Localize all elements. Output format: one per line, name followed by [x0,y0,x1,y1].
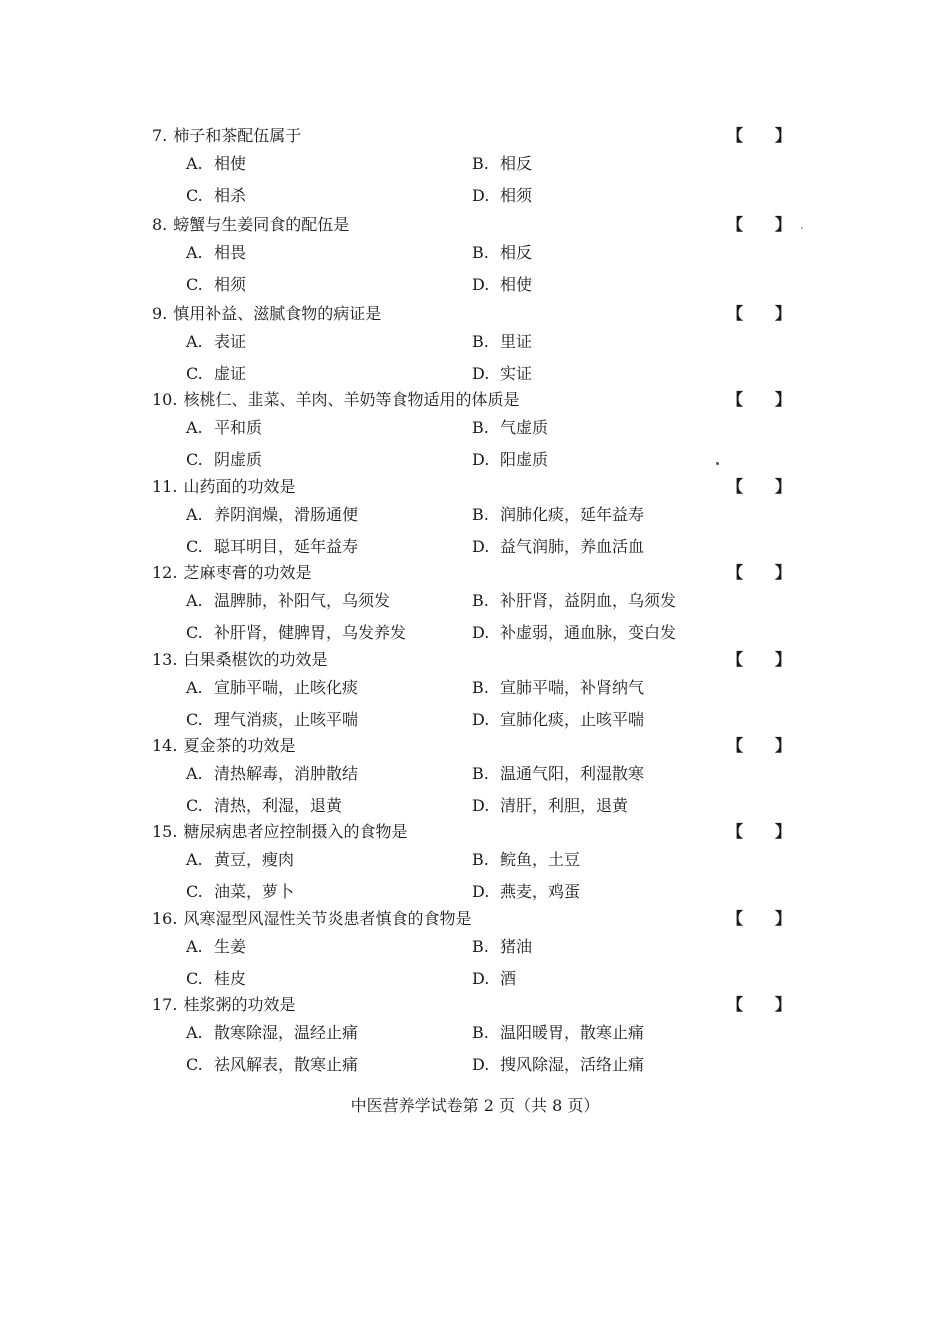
question-stem [152,213,349,237]
option-text: 相畏 [214,243,247,262]
option-text: 酒 [500,969,517,988]
answer-bracket[interactable] [727,648,791,672]
option-letter: B. [472,591,489,610]
option-text: 温阳暖胃，散寒止痛 [500,1023,645,1042]
option-d [472,621,676,645]
option-text: 聪耳明目，延年益寿 [214,537,359,556]
option-d [472,1053,644,1077]
option-text: 相反 [500,243,533,262]
option-c [186,362,246,386]
bracket-open: 【 [727,126,744,145]
bracket-close: 】 [775,909,792,928]
option-text: 平和质 [214,418,263,437]
question-number: 11. [152,477,178,496]
question-stem [152,561,311,585]
option-text: 清热解毒，消肿散结 [214,764,359,783]
question-text: 核桃仁、韭菜、羊肉、羊奶等食物适用的体质是 [183,390,520,409]
option-letter: B. [472,243,489,262]
question-stem [152,475,295,499]
question-number: 7. [152,126,168,145]
question-text: 慎用补益、滋腻食物的病证是 [173,304,382,323]
option-letter: A. [186,591,203,610]
option-c [186,448,262,472]
option-letter: C. [186,450,203,469]
option-text: 益气润肺，养血活血 [500,537,645,556]
question-number: 13. [152,650,178,669]
option-letter: D. [472,710,490,729]
question-text: 糖尿病患者应控制摄入的食物是 [183,822,408,841]
option-letter: C. [186,275,203,294]
option-text: 阳虚质 [500,450,549,469]
option-letter: A. [186,1023,203,1042]
question-number: 9. [152,304,168,323]
bracket-open: 【 [727,304,744,323]
question-8 [152,213,792,299]
question-9 [152,302,792,388]
answer-bracket[interactable] [727,820,791,844]
bracket-close: 】 [775,126,792,145]
option-text: 黄豆，瘦肉 [214,850,295,869]
question-7 [152,124,792,210]
option-letter: D. [472,623,490,642]
option-letter: C. [186,796,203,815]
option-letter: C. [186,623,203,642]
answer-bracket[interactable] [727,907,791,931]
answer-bracket[interactable] [727,561,791,585]
question-10 [152,388,792,474]
question-12 [152,561,792,647]
question-text: 夏金茶的功效是 [183,736,296,755]
question-text: 桂浆粥的功效是 [183,995,296,1014]
option-a [186,762,358,786]
option-a [186,676,358,700]
option-text: 补虚弱，通血脉，变白发 [500,623,677,642]
scan-speck [801,227,803,229]
option-a [186,152,246,176]
answer-bracket[interactable] [727,993,791,1017]
option-text: 祛风解表，散寒止痛 [214,1055,359,1074]
option-letter: A. [186,937,203,956]
option-letter: A. [186,418,203,437]
question-stem [152,648,327,672]
option-letter: C. [186,710,203,729]
option-text: 虚证 [214,364,247,383]
option-c [186,708,358,732]
option-c [186,621,406,645]
option-b [472,848,580,872]
option-text: 清肝，利胆，退黄 [500,796,629,815]
option-text: 相须 [214,275,247,294]
option-text: 表证 [214,332,247,351]
option-letter: B. [472,937,489,956]
option-letter: C. [186,1055,203,1074]
question-number: 16. [152,909,178,928]
option-letter: A. [186,678,203,697]
question-number: 12. [152,563,178,582]
option-text: 相须 [500,186,533,205]
option-text: 散寒除湿，温经止痛 [214,1023,359,1042]
bracket-open: 【 [727,909,744,928]
answer-bracket[interactable] [727,734,791,758]
option-a [186,241,246,265]
option-text: 补肝肾，益阴血，乌须发 [500,591,677,610]
option-a [186,416,262,440]
option-text: 润肺化痰，延年益寿 [500,505,645,524]
option-letter: B. [472,154,489,173]
option-letter: B. [472,1023,489,1042]
option-text: 宣肺平喘，止咳化痰 [214,678,359,697]
question-stem [152,734,295,758]
option-d [472,273,532,297]
option-text: 相使 [214,154,247,173]
option-letter: D. [472,882,490,901]
bracket-close: 】 [775,822,792,841]
option-c [186,794,342,818]
answer-bracket[interactable] [727,475,791,499]
option-b [472,935,532,959]
question-15 [152,820,792,906]
option-text: 相使 [500,275,533,294]
question-text: 螃蟹与生姜同食的配伍是 [173,215,350,234]
option-text: 油菜，萝卜 [214,882,295,901]
bracket-close: 】 [775,304,792,323]
option-text: 气虚质 [500,418,549,437]
option-letter: C. [186,882,203,901]
page-footer: 中医营养学试卷第 2 页（共 8 页） [350,1096,600,1115]
option-a [186,935,246,959]
bracket-close: 】 [775,736,792,755]
bracket-open: 【 [727,736,744,755]
option-text: 温通气阳，利湿散寒 [500,764,645,783]
option-d [472,967,516,991]
option-letter: D. [472,537,490,556]
option-letter: D. [472,186,490,205]
option-letter: B. [472,505,489,524]
answer-bracket[interactable] [727,124,791,148]
option-a [186,589,390,613]
option-letter: C. [186,537,203,556]
option-d [472,448,548,472]
question-stem [152,388,519,412]
option-text: 猪油 [500,937,533,956]
option-letter: B. [472,332,489,351]
option-c [186,273,246,297]
option-c [186,1053,358,1077]
option-c [186,535,358,559]
option-text: 相杀 [214,186,247,205]
question-14 [152,734,792,820]
option-c [186,880,294,904]
question-text: 山药面的功效是 [183,477,296,496]
option-b [472,503,644,527]
option-text: 搜风除湿，活络止痛 [500,1055,645,1074]
question-stem [152,302,381,326]
option-c [186,967,246,991]
bracket-open: 【 [727,215,744,234]
option-d [472,535,644,559]
option-text: 补肝肾，健脾胃，乌发养发 [214,623,407,642]
option-letter: D. [472,796,490,815]
bracket-close: 】 [775,650,792,669]
option-letter: A. [186,505,203,524]
option-text: 生姜 [214,937,247,956]
bracket-close: 】 [775,563,792,582]
question-11 [152,475,792,561]
bracket-open: 【 [727,390,744,409]
option-letter: B. [472,764,489,783]
option-letter: A. [186,850,203,869]
option-text: 阴虚质 [214,450,263,469]
option-b [472,676,644,700]
option-letter: A. [186,764,203,783]
option-letter: D. [472,450,490,469]
question-text: 芝麻枣膏的功效是 [183,563,312,582]
option-text: 宣肺平喘，补肾纳气 [500,678,645,697]
option-b [472,762,644,786]
option-letter: A. [186,243,203,262]
answer-bracket[interactable] [727,302,791,326]
option-b [472,416,548,440]
option-text: 桂皮 [214,969,247,988]
option-text: 宣肺化痰，止咳平喘 [500,710,645,729]
bracket-close: 】 [775,390,792,409]
question-number: 14. [152,736,178,755]
bracket-close: 】 [775,477,792,496]
bracket-open: 【 [727,477,744,496]
answer-bracket[interactable] [727,213,791,237]
bracket-close: 】 [775,995,792,1014]
option-d [472,184,532,208]
option-b [472,1021,644,1045]
option-d [472,880,580,904]
option-a [186,330,246,354]
option-text: 燕麦，鸡蛋 [500,882,581,901]
option-letter: D. [472,1055,490,1074]
option-b [472,152,532,176]
option-text: 实证 [500,364,533,383]
option-letter: C. [186,969,203,988]
option-letter: B. [472,678,489,697]
option-d [472,362,532,386]
option-a [186,503,358,527]
option-letter: C. [186,186,203,205]
question-17 [152,993,792,1079]
option-letter: D. [472,275,490,294]
option-text: 里证 [500,332,533,351]
option-letter: C. [186,364,203,383]
option-letter: A. [186,332,203,351]
option-letter: B. [472,850,489,869]
question-text: 柿子和茶配伍属于 [173,126,302,145]
option-b [472,589,676,613]
question-16 [152,907,792,993]
option-letter: B. [472,418,489,437]
option-b [472,241,532,265]
bracket-open: 【 [727,563,744,582]
question-stem [152,820,407,844]
option-a [186,1021,358,1045]
option-c [186,184,246,208]
bracket-close: 】 [775,215,792,234]
question-stem [152,124,301,148]
bracket-open: 【 [727,995,744,1014]
option-text: 养阴润燥，滑肠通便 [214,505,359,524]
question-number: 15. [152,822,178,841]
question-13 [152,648,792,734]
option-text: 理气消痰，止咳平喘 [214,710,359,729]
bracket-open: 【 [727,822,744,841]
scan-speck [716,462,719,465]
bracket-open: 【 [727,650,744,669]
option-text: 清热，利湿，退黄 [214,796,343,815]
option-letter: A. [186,154,203,173]
option-letter: D. [472,364,490,383]
question-stem [152,907,471,931]
option-letter: D. [472,969,490,988]
option-d [472,794,628,818]
question-number: 8. [152,215,168,234]
question-text: 白果桑椹饮的功效是 [183,650,328,669]
option-a [186,848,294,872]
option-text: 相反 [500,154,533,173]
question-number: 10. [152,390,178,409]
question-number: 17. [152,995,178,1014]
answer-bracket[interactable] [727,388,791,412]
option-text: 温脾肺，补阳气，乌须发 [214,591,391,610]
option-text: 鲩鱼，土豆 [500,850,581,869]
question-stem [152,993,295,1017]
option-d [472,708,644,732]
option-b [472,330,532,354]
question-text: 风寒湿型风湿性关节炎患者慎食的食物是 [183,909,472,928]
